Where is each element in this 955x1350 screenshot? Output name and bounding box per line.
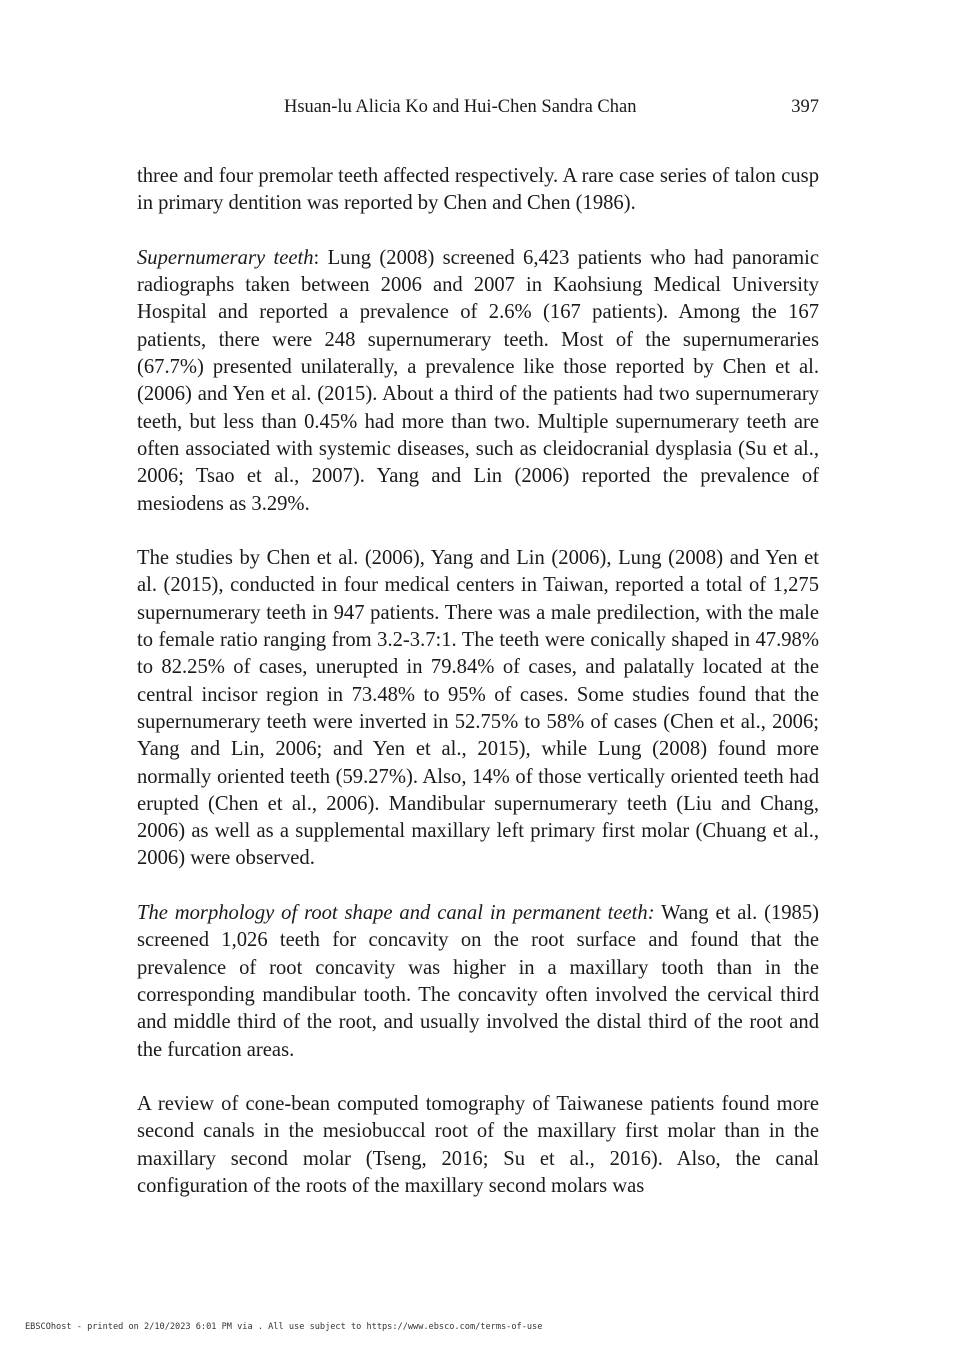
body-text xyxy=(137,163,819,1228)
paragraph-1-text: three and four premolar teeth affected respectively. A rare case series of talon cusp in primary dentition was reported by Chen and Chen (1986). xyxy=(137,165,819,215)
paragraph-3-text: The studies by Chen et al. (2006), Yang and Lin (2006), Lung (2008) and Yen et al. (2015), conducted in four medical centers in Taiwan, reported a total of 1,275 supernumerary teeth in 947 patients. There was a male predilection, with the male to female ratio ranging from 3.2-3.7:1. The teeth were conically shaped in 47.98% to 82.25% of cases, unerupted in 79.84% of cases, and palatally located at the central incisor region in 73.48% to 95% of cases. Some studies found that the supernumerary teeth were inverted in 52.75% to 58% of cases (Chen et al., 2006; Yang and Lin, 2006; and Yen et al., 2015), while Lung (2008) found more normally oriented teeth (59.27%). Also, 14% of those vertically oriented teeth had erupted (Chen et al., 2006). Mandibular supernumerary teeth (Liu and Chang, 2006) as well as a supplemental maxillary left primary first molar (Chuang et al., 2006) were observed. xyxy=(137,547,819,870)
page-number: 397 xyxy=(791,97,819,117)
paragraph-4-lead: The morphology of root shape and canal in permanent teeth: xyxy=(137,902,655,925)
paragraph-3 xyxy=(137,545,819,873)
page-header xyxy=(137,97,819,121)
ebsco-footer: EBSCOhost - printed on 2/10/2023 6:01 PM via . All use subject to https://www.ebsco.com/terms-of-use xyxy=(25,1322,543,1332)
paragraph-5-text: A review of cone-bean computed tomography of Taiwanese patients found more second canals in the mesiobuccal root of the maxillary first molar than in the maxillary second molar (Tseng, 2016; Su et al., 2016). Also, the canal configuration of the roots of the maxillary second molars was xyxy=(137,1093,819,1197)
paragraph-root-morphology xyxy=(137,900,819,1064)
paragraph-5 xyxy=(137,1091,819,1200)
paragraph-2-text: : Lung (2008) screened 6,423 patients who had panoramic radiographs taken between 2006 and 2007 in Kaohsiung Medical University Hospital and reported a prevalence of 2.6% (167 patients). Among the 167 patients, there were 248 supernumerary teeth. Most of the supernumeraries (67.7%) presented unilaterally, a prevalence like those reported by Chen et al. (2006) and Yen et al. (2015). About a third of the patients had two supernumerary teeth, but less than 0.45% had more than two. Multiple supernumerary teeth are often associated with systemic diseases, such as cleidocranial dysplasia (Su et al., 2006; Tsao et al., 2007). Yang and Lin (2006) reported the prevalence of mesiodens as 3.29%. xyxy=(137,246,819,515)
paragraph-2-lead: Supernumerary teeth xyxy=(137,246,314,269)
paragraph-4-text: Wang et al. (1985) screened 1,026 teeth for concavity on the root surface and found that the prevalence of root concavity was higher in a maxillary tooth than in the corresponding mandibular tooth. The concavity often involved the cervical third and middle third of the root, and usually involved the distal third of the root and the furcation areas. xyxy=(137,902,819,1061)
paragraph-supernumerary-teeth xyxy=(137,245,819,518)
paragraph-1 xyxy=(137,163,819,218)
running-head: Hsuan-lu Alicia Ko and Hui-Chen Sandra Chan xyxy=(284,97,637,117)
